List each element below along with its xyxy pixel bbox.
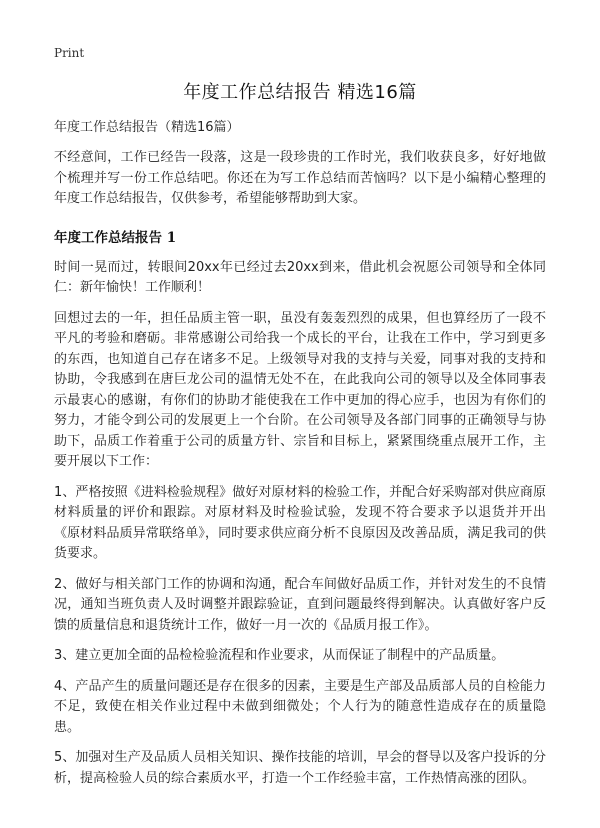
paragraph-item-1: 1、严格按照《进料检验规程》做好对原材料的检验工作，并配合好采购部对供应商原材料质量的评价和跟踪。对原材料及时检验试验，发现不符合要求予以退货并开出《原材料品质异常联络单》，同时要求供应商分析不良原因及改善品质，满足我司的供货要求。 bbox=[54, 484, 546, 561]
paragraph-item-5: 5、加强对生产及品质人员相关知识、操作技能的培训，早会的督导以及客户投诉的分析，提高检验人员的综合素质水平，打造一个工作经验丰富，工作热情高涨的团队。 bbox=[54, 750, 546, 786]
section-heading: 年度工作总结报告 1 bbox=[54, 229, 177, 246]
article-subtitle: 年度工作总结报告（精选16篇） bbox=[54, 120, 240, 135]
print-link[interactable]: Print bbox=[54, 46, 85, 60]
paragraph-item-3: 3、建立更加全面的品检检验流程和作业要求，从而保证了制程中的产品质量。 bbox=[54, 648, 505, 663]
intro-paragraph: 不经意间，工作已经告一段落，这是一段珍贵的工作时光，我们收获良多，好好地做个梳理并写一份工作总结吧。你还在为写工作总结而苦恼吗？以下是小编精心整理的年度工作总结报告，仅供参考，希望能够帮助到大家。 bbox=[54, 150, 546, 206]
document-title: 年度工作总结报告 精选16篇 bbox=[183, 82, 417, 103]
paragraph-greeting: 时间一晃而过，转眼间20xx年已经过去20xx到来，借此机会祝愿公司领导和全体同仁：新年愉快！工作顺利！ bbox=[54, 259, 546, 295]
paragraph-review: 回想过去的一年，担任品质主管一职，虽没有轰轰烈烈的成果，但也算经历了一段不平凡的考验和磨砺。非常感谢公司给我一个成长的平台，让我在工作中，学习到更多的东西，也知道自己存在诸多不足。上级领导对我的支持与关爱，同事对我的支持和协助，令我感到在唐巨龙公司的温情无处不在，在此我向公司的领导以及全体同事表示最衷心的感谢，有你们的协助才能使我在工作中更加的得心应手，也因为有你们的努力，才能令到公司的发展更上一个台阶。在公司领导及各部门同事的正确领导与协助下，品质工作着重于公司的质量方针、宗旨和目标上，紧紧围绕重点展开工作，主要开展以下工作： bbox=[54, 310, 546, 469]
paragraph-item-4: 4、产品产生的质量问题还是存在很多的因素，主要是生产部及品质部人员的自检能力不足，致使在相关作业过程中未做到细微处；个人行为的随意性造成存在的质量隐患。 bbox=[54, 678, 546, 735]
article-body bbox=[54, 118, 546, 799]
paragraph-item-2: 2、做好与相关部门工作的协调和沟通，配合车间做好品质工作，并针对发生的不良情况，通知当班负责人及时调整并跟踪验证，直到问题最终得到解决。认真做好客户反馈的质量信息和退货统计工作，做好一月一次的《品质月报工作》。 bbox=[54, 576, 546, 633]
